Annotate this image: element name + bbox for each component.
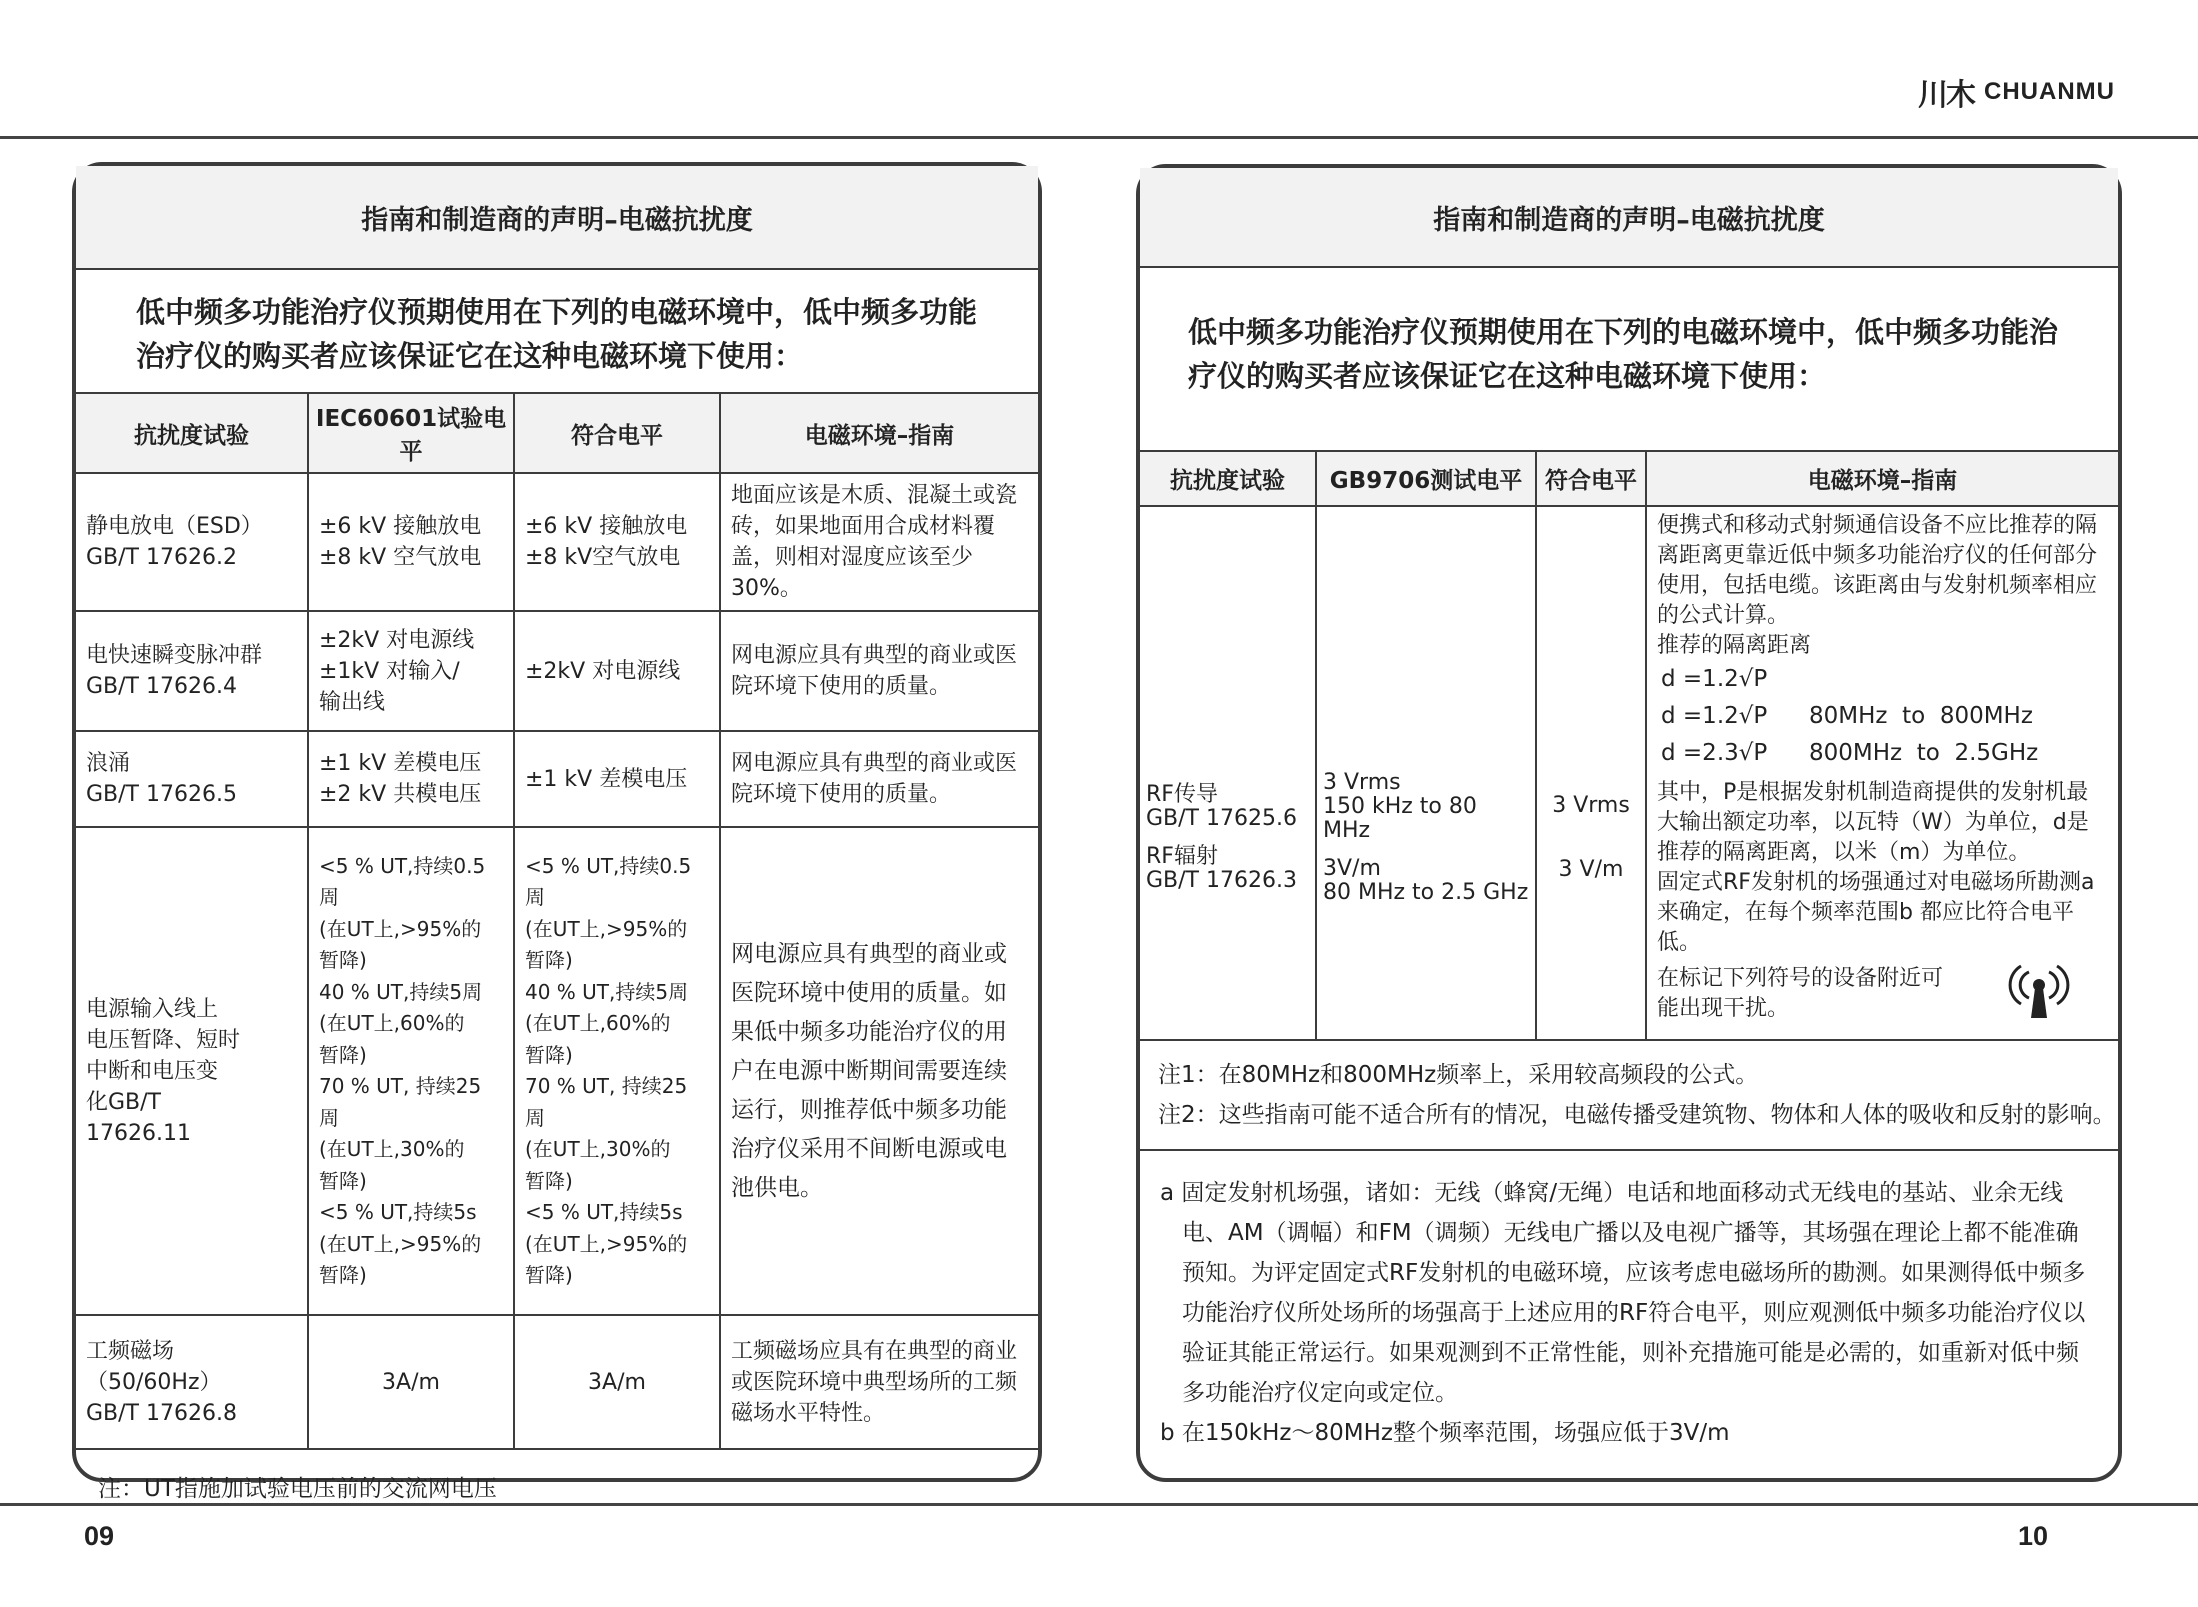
left-table-header — [76, 394, 1038, 473]
guide-recommended: 推荐的隔离距离 — [1657, 633, 1812, 658]
level-cell: 3A/m — [308, 1315, 514, 1449]
brand-logo — [1918, 70, 2115, 114]
test-cell: 电源输入线上 电压暂降、短时 中断和电压变 化GB/T 17626.11 — [76, 827, 308, 1315]
footer-rule — [0, 1503, 2198, 1506]
formula-row: d =2.3√P 800MHz to 2.5GHz — [1661, 740, 2039, 766]
test-cell: 电快速瞬变脉冲群 GB/T 17626.4 — [76, 611, 308, 731]
col-header: 符合电平 — [514, 394, 720, 473]
level-cell: ±2kV 对电源线 ±1kV 对输入/ 输出线 — [308, 611, 514, 731]
comply-cell — [1536, 506, 1646, 1040]
table-row — [1140, 506, 2118, 1040]
footnote-b: b 在150kHz～80MHz整个频率范围，场强应低于3V/m — [1160, 1420, 1730, 1446]
right-table-header — [1140, 452, 2118, 506]
left-emc-card — [72, 162, 1042, 1502]
right-card-title: 指南和制造商的声明–电磁抗扰度 — [1140, 168, 2118, 268]
test-cell: 工频磁场（50/60Hz） GB/T 17626.8 — [76, 1315, 308, 1449]
guide-cell: 地面应该是木质、混凝土或瓷砖，如果地面用合成材料覆盖，则相对湿度应该至少30%。 — [720, 473, 1038, 611]
rf-radiated: RF辐射 GB/T 17626.3 — [1146, 844, 1297, 893]
guide-cell: 工频磁场应具有在典型的商业或医院环境中典型场所的工频磁场水平特性。 — [720, 1315, 1038, 1449]
radio-transmitter-icon — [2007, 958, 2071, 1029]
formula-row: d =1.2√P — [1661, 666, 1768, 692]
header-rule — [0, 136, 2198, 139]
col-header: 抗扰度试验 — [76, 394, 308, 473]
note-2: 注2：这些指南可能不适合所有的情况，电磁传播受建筑物、物体和人体的吸收和反射的影响。 — [1158, 1102, 2116, 1128]
rf-conducted: RF传导 GB/T 17625.6 — [1146, 782, 1297, 831]
guide-cell — [1646, 506, 2118, 1040]
footnote-a: a 固定发射机场强，诸如：无线（蜂窝/无绳）电话和地面移动式无线电的基站、业余无线电、AM（调幅）和FM（调频）无线电广播以及电视广播等，其场强在理论上都不能准确预知。为评定固定式RF发射机的电磁环境，应该考虑电磁场所的勘测。如果测得低中频多功能治疗仪所处场所的场强高于上述应用的RF符合电平，则应观测低中频多功能治疗仪以验证其能正常运行。如果观测到不正常性能，则补充措施可能是必需的，如重新对低中频多功能治疗仪定向或定位。 — [1160, 1180, 2086, 1406]
table-row — [76, 473, 1038, 611]
level-cell: ±1 kV 差模电压 ±2 kV 共模电压 — [308, 731, 514, 827]
rf-radiated-level: 3V/m 80 MHz to 2.5 GHz — [1323, 856, 1529, 905]
page-number-right: 10 — [2018, 1521, 2049, 1551]
guide-mark-row — [1657, 958, 2108, 1029]
right-notes — [1140, 1041, 2118, 1151]
table-row — [76, 731, 1038, 827]
test-cell: 静电放电（ESD） GB/T 17626.2 — [76, 473, 308, 611]
comply-cell: 3A/m — [514, 1315, 720, 1449]
guide-cell: 网电源应具有典型的商业或医院环境下使用的质量。 — [720, 731, 1038, 827]
test-cell: 浪涌 GB/T 17626.5 — [76, 731, 308, 827]
guide-intro: 便携式和移动式射频通信设备不应比推荐的隔离距离更靠近低中频多功能治疗仪的任何部分使用，包括电缆。该距离由与发射机频率相应的公式计算。 — [1657, 513, 2098, 628]
right-emc-card — [1136, 164, 2122, 1482]
table-row — [76, 827, 1038, 1315]
col-header: 抗扰度试验 — [1140, 452, 1316, 506]
right-intro: 低中频多功能治疗仪预期使用在下列的电磁环境中，低中频多功能治疗仪的购买者应该保证它在这种电磁环境下使用： — [1140, 268, 2118, 452]
left-intro: 低中频多功能治疗仪预期使用在下列的电磁环境中，低中频多功能治疗仪的购买者应该保证它在这种电磁环境下使用： — [76, 270, 1038, 394]
col-header: 电磁环境–指南 — [1646, 452, 2118, 506]
table-row — [76, 611, 1038, 731]
col-header: 符合电平 — [1536, 452, 1646, 506]
left-card-title: 指南和制造商的声明–电磁抗扰度 — [76, 166, 1038, 270]
guide-cell: 网电源应具有典型的商业或医院环境中使用的质量。如果低中频多功能治疗仪的用户在电源中断期间需要连续运行，则推荐低中频多功能治疗仪采用不间断电源或电池供电。 — [720, 827, 1038, 1315]
brand-name: CHUANMU — [1984, 78, 2115, 105]
level-cell: <5 % UT,持续0.5 周 (在UT上,>95%的 暂降) 40 % UT,持续5周 (在UT上,60%的 暂降) 70 % UT, 持续25 周 (在UT上,30%的 暂降) <5 % UT,持续5s (在UT上,>95%的 暂降) — [308, 827, 514, 1315]
table-row — [76, 1315, 1038, 1449]
left-immunity-table — [76, 394, 1038, 1450]
guide-fixed-text: 固定式RF发射机的场强通过对电磁场所勘测a来确定，在每个频率范围b 都应比符合电平低。 — [1657, 870, 2095, 955]
page-number-left: 09 — [84, 1521, 115, 1551]
formula-row: d =1.2√P 80MHz to 800MHz — [1661, 703, 2033, 729]
col-header: IEC60601试验电平 — [308, 394, 514, 473]
comply-cell: ±1 kV 差模电压 — [514, 731, 720, 827]
rf-conducted-comply: 3 Vrms — [1552, 793, 1630, 818]
guide-cell: 网电源应具有典型的商业或医院环境下使用的质量。 — [720, 611, 1038, 731]
note-1: 注1：在80MHz和800MHz频率上，采用较高频段的公式。 — [1158, 1062, 1759, 1088]
brand-mark: 川木 — [1918, 78, 1974, 113]
level-cell: ±6 kV 接触放电 ±8 kV 空气放电 — [308, 473, 514, 611]
guide-power-text: 其中，P是根据发射机制造商提供的发射机最大输出额定功率，以瓦特（W）为单位，d是推荐的隔离距离，以米（m）为单位。 — [1657, 780, 2089, 865]
col-header: 电磁环境–指南 — [720, 394, 1038, 473]
formula-list — [1657, 661, 2108, 772]
comply-cell: ±2kV 对电源线 — [514, 611, 720, 731]
right-immunity-table — [1140, 452, 2118, 1041]
test-cell — [1140, 506, 1316, 1040]
col-header: GB9706测试电平 — [1316, 452, 1536, 506]
comply-cell: ±6 kV 接触放电 ±8 kV空气放电 — [514, 473, 720, 611]
right-footnotes — [1140, 1151, 2118, 1453]
level-cell — [1316, 506, 1536, 1040]
guide-mark-text: 在标记下列符号的设备附近可能出现干扰。 — [1657, 965, 1944, 1021]
rf-conducted-level: 3 Vrms 150 kHz to 80 MHz — [1323, 770, 1477, 843]
comply-cell: <5 % UT,持续0.5 周 (在UT上,>95%的 暂降) 40 % UT,持续5周 (在UT上,60%的 暂降) 70 % UT, 持续25 周 (在UT上,30%的 暂降) <5 % UT,持续5s (在UT上,>95%的 暂降) — [514, 827, 720, 1315]
left-note: 注：UT指施加试验电压前的交流网电压 — [98, 1475, 497, 1502]
rf-radiated-comply: 3 V/m — [1558, 857, 1624, 882]
